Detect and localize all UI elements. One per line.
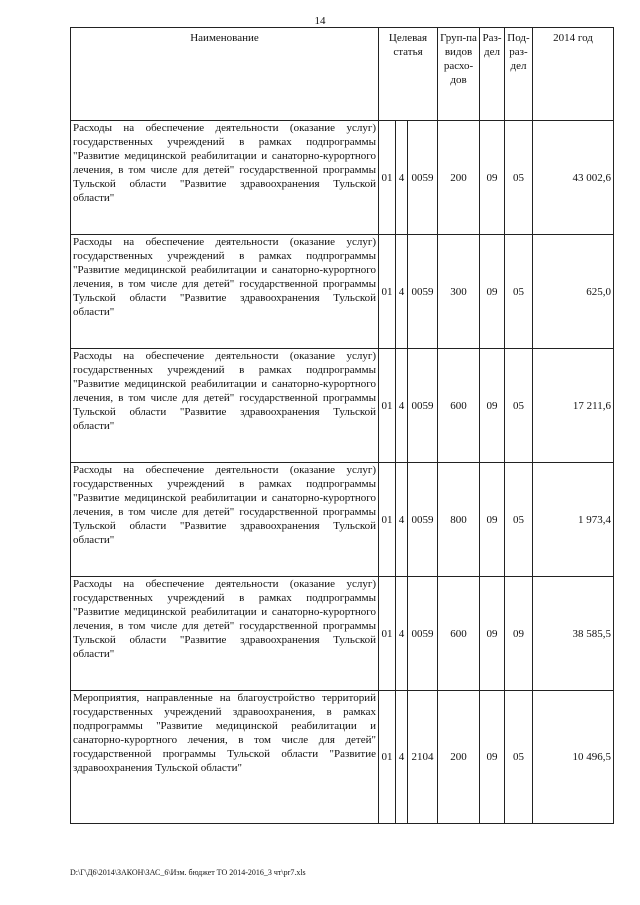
row-name: Расходы на обеспечение деятельности (оказание услуг) государственных учреждений в рамках подпрограммы "Развитие медицинской реабилитации и санаторно-курортного лечения, в том числе для детей" государственной программы Тульской области "Развитие здравоохранения Тульской области" [71, 235, 379, 349]
row-expense-group: 300 [438, 235, 480, 349]
row-name: Расходы на обеспечение деятельности (оказание услуг) государственных учреждений в рамках подпрограммы "Развитие медицинской реабилитации и санаторно-курортного лечения, в том числе для детей" государственной программы Тульской области "Развитие здравоохранения Тульской области" [71, 121, 379, 235]
row-subsection: 09 [505, 577, 533, 691]
header-name: Наименование [71, 28, 379, 121]
header-target: Целевая статья [379, 28, 438, 121]
row-target-subprogram: 4 [396, 349, 408, 463]
row-section: 09 [480, 691, 505, 824]
row-name: Расходы на обеспечение деятельности (оказание услуг) государственных учреждений в рамках подпрограммы "Развитие медицинской реабилитации и санаторно-курортного лечения, в том числе для детей" государственной программы Тульской области "Развитие здравоохранения Тульской области" [71, 463, 379, 577]
row-target-program: 01 [379, 349, 396, 463]
row-name: Расходы на обеспечение деятельности (оказание услуг) государственных учреждений в рамках подпрограммы "Развитие медицинской реабилитации и санаторно-курортного лечения, в том числе для детей" государственной программы Тульской области "Развитие здравоохранения Тульской области" [71, 349, 379, 463]
row-subsection: 05 [505, 349, 533, 463]
row-section: 09 [480, 463, 505, 577]
row-subsection: 05 [505, 121, 533, 235]
table-row [71, 349, 614, 463]
row-subsection: 05 [505, 691, 533, 824]
budget-table [70, 27, 614, 824]
row-expense-group: 800 [438, 463, 480, 577]
header-group: Груп-па видов расхо-дов [438, 28, 480, 121]
table-row [71, 691, 614, 824]
row-amount: 17 211,6 [533, 349, 614, 463]
row-section: 09 [480, 235, 505, 349]
row-target-subprogram: 4 [396, 463, 408, 577]
table-row [71, 577, 614, 691]
file-path-footer: D:\Г\Д6\2014\ЗАКОН\ЗАС_6\Изм. бюджет ТО 2014-2016_3 чт\pr7.xls [70, 868, 306, 877]
row-section: 09 [480, 121, 505, 235]
row-target-subprogram: 4 [396, 121, 408, 235]
row-target-code: 0059 [408, 235, 438, 349]
row-target-program: 01 [379, 235, 396, 349]
row-section: 09 [480, 577, 505, 691]
row-name: Мероприятия, направленные на благоустройство территорий государственных учреждений здравоохранения, в рамках подпрограммы "Развитие медицинской реабилитации и санаторно-курортного лечения, в том числе для детей" государственной программы Тульской области "Развитие здравоохранения Тульской области" [71, 691, 379, 824]
row-subsection: 05 [505, 235, 533, 349]
row-name: Расходы на обеспечение деятельности (оказание услуг) государственных учреждений в рамках подпрограммы "Развитие медицинской реабилитации и санаторно-курортного лечения, в том числе для детей" государственной программы Тульской области "Развитие здравоохранения Тульской области" [71, 577, 379, 691]
row-amount: 43 002,6 [533, 121, 614, 235]
row-target-subprogram: 4 [396, 577, 408, 691]
row-target-code: 0059 [408, 121, 438, 235]
row-expense-group: 600 [438, 349, 480, 463]
header-year: 2014 год [533, 28, 614, 121]
page-number: 14 [314, 15, 326, 27]
row-target-code: 0059 [408, 349, 438, 463]
row-target-program: 01 [379, 577, 396, 691]
row-amount: 625,0 [533, 235, 614, 349]
row-expense-group: 200 [438, 121, 480, 235]
row-amount: 1 973,4 [533, 463, 614, 577]
table-row [71, 235, 614, 349]
row-subsection: 05 [505, 463, 533, 577]
row-target-subprogram: 4 [396, 235, 408, 349]
row-expense-group: 200 [438, 691, 480, 824]
row-expense-group: 600 [438, 577, 480, 691]
table-header-row [71, 28, 614, 121]
row-target-subprogram: 4 [396, 691, 408, 824]
table-row [71, 121, 614, 235]
row-section: 09 [480, 349, 505, 463]
header-section: Раз-дел [480, 28, 505, 121]
row-amount: 38 585,5 [533, 577, 614, 691]
row-target-program: 01 [379, 691, 396, 824]
row-target-program: 01 [379, 463, 396, 577]
table-row [71, 463, 614, 577]
row-target-code: 0059 [408, 463, 438, 577]
header-subsection: Под-раз-дел [505, 28, 533, 121]
row-target-program: 01 [379, 121, 396, 235]
row-amount: 10 496,5 [533, 691, 614, 824]
row-target-code: 2104 [408, 691, 438, 824]
row-target-code: 0059 [408, 577, 438, 691]
